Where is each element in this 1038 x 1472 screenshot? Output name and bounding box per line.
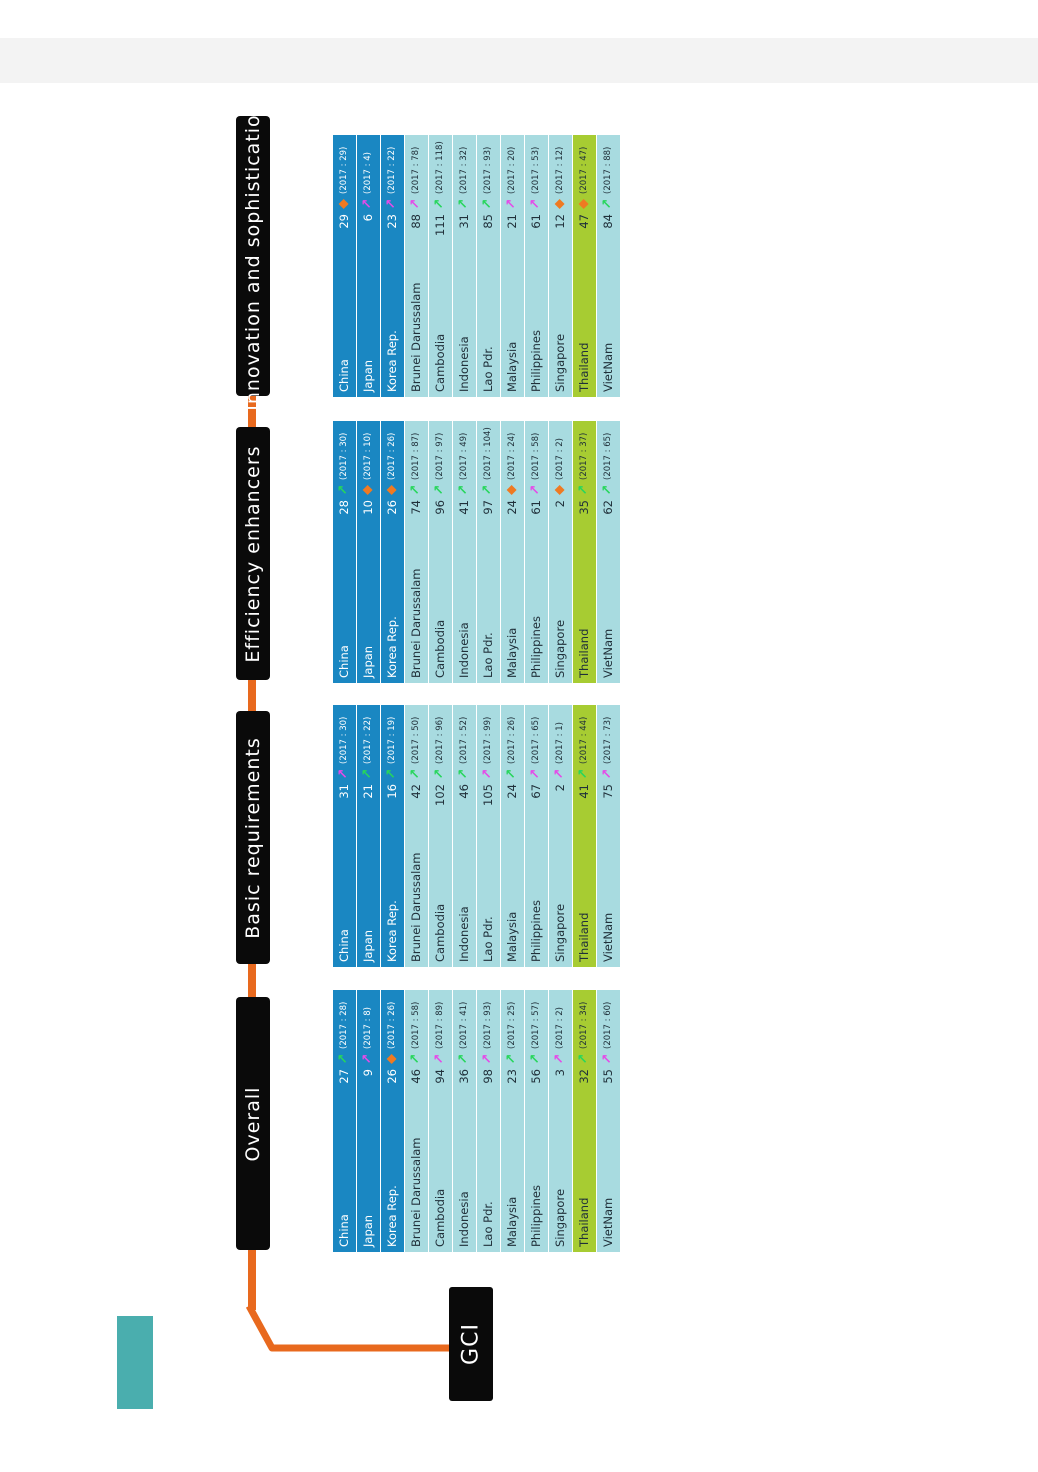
rank-2018: 31 — [337, 784, 351, 799]
arrow-up-right-icon: ↗ — [456, 198, 471, 210]
arrow-up-right-icon: ↗ — [528, 198, 543, 210]
rank-2018: 75 — [601, 784, 615, 799]
rank-2017: (2017 : 37) — [579, 432, 589, 480]
rank-2018: 24 — [505, 784, 519, 799]
table-row — [380, 705, 404, 967]
country-name: Lao Pdr. — [481, 632, 495, 678]
diamond-updown-icon: ◆ — [552, 485, 567, 495]
rank-2017: (2017 : 4) — [363, 152, 373, 194]
rank-2018: 94 — [433, 1069, 447, 1084]
arrow-up-right-icon: ↗ — [480, 484, 495, 496]
rank-2017: (2017 : 60) — [603, 1001, 613, 1049]
rank-2017: (2017 : 99) — [483, 716, 493, 764]
country-name: Japan — [361, 929, 375, 962]
rank-2017: (2017 : 47) — [579, 146, 589, 194]
country-name: China — [337, 929, 351, 962]
table-row — [548, 421, 572, 683]
ranking-table-overall — [332, 990, 620, 1252]
rank-2017: (2017 : 19) — [387, 716, 397, 764]
arrow-up-right-icon: ↗ — [456, 1053, 471, 1065]
arrow-up-right-icon: ↗ — [360, 768, 375, 780]
country-name: Philippines — [529, 1185, 543, 1247]
country-name: Lao Pdr. — [481, 346, 495, 392]
rank-2018: 9 — [361, 1069, 375, 1077]
rank-2017: (2017 : 93) — [483, 146, 493, 194]
rank-2018: 62 — [601, 500, 615, 515]
diamond-updown-icon: ◆ — [360, 485, 375, 495]
rank-2018: 67 — [529, 784, 543, 799]
rank-2018: 56 — [529, 1069, 543, 1084]
rank-2017: (2017 : 24) — [507, 432, 517, 480]
country-name: Thailand — [577, 1197, 591, 1247]
table-row — [500, 135, 524, 397]
rank-2018: 84 — [601, 214, 615, 229]
panel-header-basic-requirements — [236, 711, 270, 964]
arrow-up-right-icon: ↗ — [528, 484, 543, 496]
country-name: Singapore — [553, 333, 567, 392]
rank-2018: 24 — [505, 500, 519, 515]
country-name: Indonesia — [457, 336, 471, 392]
country-name: VietNam — [601, 1197, 615, 1247]
ranking-table-innovation-and-sophistication — [332, 135, 620, 397]
rank-2018: 41 — [577, 784, 591, 799]
country-name: Thailand — [577, 628, 591, 678]
rank-2018: 10 — [361, 500, 375, 515]
rank-2017: (2017 : 65) — [603, 432, 613, 480]
rank-2018: 3 — [553, 1069, 567, 1077]
rank-2018: 55 — [601, 1069, 615, 1084]
arrow-up-right-icon: ↗ — [600, 1053, 615, 1065]
arrow-up-right-icon: ↗ — [576, 484, 591, 496]
table-row — [524, 421, 548, 683]
table-row — [332, 705, 356, 967]
arrow-up-right-icon: ↗ — [528, 1053, 543, 1065]
arrow-up-right-icon: ↗ — [480, 1053, 495, 1065]
table-row — [332, 421, 356, 683]
rank-2017: (2017 : 20) — [507, 146, 517, 194]
country-name: Indonesia — [457, 1191, 471, 1247]
country-name: China — [337, 359, 351, 392]
rank-2017: (2017 : 44) — [579, 716, 589, 764]
country-name: Indonesia — [457, 906, 471, 962]
arrow-up-right-icon: ↗ — [600, 484, 615, 496]
diamond-updown-icon: ◆ — [384, 485, 399, 495]
country-name: Korea Rep. — [385, 330, 399, 392]
table-row — [500, 990, 524, 1252]
country-name: Singapore — [553, 1188, 567, 1247]
rank-2017: (2017 : 73) — [603, 716, 613, 764]
country-name: Lao Pdr. — [481, 1201, 495, 1247]
rank-2017: (2017 : 29) — [339, 146, 349, 194]
rank-2017: (2017 : 78) — [411, 146, 421, 194]
table-row — [356, 705, 380, 967]
rank-2018: 2 — [553, 784, 567, 792]
rank-2018: 27 — [337, 1069, 351, 1084]
country-name: VietNam — [601, 628, 615, 678]
rank-2017: (2017 : 49) — [459, 432, 469, 480]
arrow-up-right-icon: ↗ — [504, 198, 519, 210]
rank-2017: (2017 : 97) — [435, 432, 445, 480]
country-name: Korea Rep. — [385, 900, 399, 962]
arrow-up-right-icon: ↗ — [504, 768, 519, 780]
rank-2017: (2017 : 2) — [555, 1007, 565, 1049]
diamond-updown-icon: ◆ — [384, 1054, 399, 1064]
panel-header-overall — [236, 997, 270, 1250]
arrow-up-right-icon: ↗ — [336, 768, 351, 780]
panel-title: Basic requirements — [242, 736, 264, 939]
table-row — [404, 421, 428, 683]
country-name: Cambodia — [433, 1188, 447, 1247]
rank-2018: 97 — [481, 500, 495, 515]
table-row — [404, 135, 428, 397]
rank-2018: 74 — [409, 500, 423, 515]
country-name: Cambodia — [433, 619, 447, 678]
arrow-up-right-icon: ↗ — [408, 1053, 423, 1065]
rank-2017: (2017 : 30) — [339, 432, 349, 480]
table-row — [380, 421, 404, 683]
country-name: Philippines — [529, 616, 543, 678]
gci-node — [449, 1287, 493, 1401]
rank-2017: (2017 : 53) — [531, 146, 541, 194]
rank-2018: 105 — [481, 784, 495, 806]
rank-2018: 32 — [577, 1069, 591, 1084]
table-row — [476, 135, 500, 397]
rank-2017: (2017 : 28) — [339, 1001, 349, 1049]
arrow-up-right-icon: ↗ — [384, 768, 399, 780]
rank-2018: 21 — [361, 784, 375, 799]
table-row — [404, 705, 428, 967]
rank-2017: (2017 : 30) — [339, 716, 349, 764]
rank-2018: 42 — [409, 784, 423, 799]
country-name: Singapore — [553, 903, 567, 962]
arrow-up-right-icon: ↗ — [336, 1053, 351, 1065]
diamond-updown-icon: ◆ — [504, 485, 519, 495]
rank-2018: 6 — [361, 214, 375, 222]
rank-2018: 61 — [529, 214, 543, 229]
arrow-up-right-icon: ↗ — [504, 1053, 519, 1065]
table-row — [332, 990, 356, 1252]
rank-2018: 85 — [481, 214, 495, 229]
table-row — [500, 705, 524, 967]
country-name: Brunei Darussalam — [409, 282, 423, 392]
country-name: Malaysia — [505, 1196, 519, 1247]
arrow-up-right-icon: ↗ — [456, 484, 471, 496]
rank-2017: (2017 : 10) — [363, 432, 373, 480]
rank-2017: (2017 : 41) — [459, 1001, 469, 1049]
country-name: Brunei Darussalam — [409, 1137, 423, 1247]
table-row — [548, 135, 572, 397]
rank-2017: (2017 : 32) — [459, 146, 469, 194]
table-row — [452, 705, 476, 967]
arrow-up-right-icon: ↗ — [552, 768, 567, 780]
table-row — [356, 990, 380, 1252]
ranking-table-efficiency-enhancers — [332, 421, 620, 683]
table-row — [572, 705, 596, 967]
rank-2018: 47 — [577, 214, 591, 229]
table-row — [452, 135, 476, 397]
table-row — [548, 705, 572, 967]
rank-2017: (2017 : 96) — [435, 716, 445, 764]
rank-2018: 41 — [457, 500, 471, 515]
rank-2018: 98 — [481, 1069, 495, 1084]
rank-2018: 46 — [457, 784, 471, 799]
country-name: VietNam — [601, 342, 615, 392]
table-row — [476, 990, 500, 1252]
rank-2018: 29 — [337, 214, 351, 229]
rank-2017: (2017 : 25) — [507, 1001, 517, 1049]
arrow-up-right-icon: ↗ — [600, 198, 615, 210]
arrow-up-right-icon: ↗ — [408, 484, 423, 496]
arrow-up-right-icon: ↗ — [576, 1053, 591, 1065]
country-name: Malaysia — [505, 911, 519, 962]
rank-2018: 96 — [433, 500, 447, 515]
panel-title: Efficiency enhancers — [242, 444, 264, 663]
country-name: Indonesia — [457, 622, 471, 678]
country-name: Philippines — [529, 900, 543, 962]
rank-2018: 26 — [385, 500, 399, 515]
table-row — [404, 990, 428, 1252]
rank-2018: 35 — [577, 500, 591, 515]
arrow-up-right-icon: ↗ — [432, 484, 447, 496]
arrow-up-right-icon: ↗ — [384, 198, 399, 210]
country-name: Thailand — [577, 912, 591, 962]
rank-2018: 26 — [385, 1069, 399, 1084]
table-row — [428, 990, 452, 1252]
arrow-up-right-icon: ↗ — [360, 198, 375, 210]
country-name: Cambodia — [433, 903, 447, 962]
table-row — [452, 990, 476, 1252]
country-name: Thailand — [577, 342, 591, 392]
table-row — [428, 421, 452, 683]
table-row — [500, 421, 524, 683]
arrow-up-right-icon: ↗ — [456, 768, 471, 780]
rank-2018: 2 — [553, 500, 567, 508]
table-row — [524, 135, 548, 397]
ranking-table-basic-requirements — [332, 705, 620, 967]
arrow-up-right-icon: ↗ — [576, 768, 591, 780]
rank-2018: 88 — [409, 214, 423, 229]
table-row — [596, 421, 620, 683]
diamond-updown-icon: ◆ — [576, 199, 591, 209]
country-name: Malaysia — [505, 341, 519, 392]
rank-2017: (2017 : 26) — [387, 432, 397, 480]
rank-2017: (2017 : 58) — [411, 1001, 421, 1049]
diamond-updown-icon: ◆ — [552, 199, 567, 209]
table-row — [548, 990, 572, 1252]
country-name: Japan — [361, 359, 375, 392]
rank-2017: (2017 : 58) — [531, 432, 541, 480]
rank-2018: 23 — [505, 1069, 519, 1084]
arrow-up-right-icon: ↗ — [480, 768, 495, 780]
table-row — [524, 990, 548, 1252]
table-row — [572, 135, 596, 397]
panel-header-innovation-and-sophistication — [236, 101, 270, 411]
rank-2017: (2017 : 26) — [507, 716, 517, 764]
country-name: VietNam — [601, 912, 615, 962]
rank-2018: 111 — [433, 214, 447, 236]
rank-2017: (2017 : 50) — [411, 716, 421, 764]
diamond-updown-icon: ◆ — [336, 199, 351, 209]
table-row — [596, 705, 620, 967]
rank-2018: 16 — [385, 784, 399, 799]
table-row — [356, 421, 380, 683]
rank-2018: 21 — [505, 214, 519, 229]
rank-2018: 36 — [457, 1069, 471, 1084]
table-row — [428, 135, 452, 397]
table-row — [428, 705, 452, 967]
rank-2017: (2017 : 57) — [531, 1001, 541, 1049]
table-row — [476, 421, 500, 683]
rank-2017: (2017 : 26) — [387, 1001, 397, 1049]
country-name: Singapore — [553, 619, 567, 678]
country-name: Korea Rep. — [385, 616, 399, 678]
rank-2018: 102 — [433, 784, 447, 806]
country-name: Brunei Darussalam — [409, 852, 423, 962]
rank-2017: (2017 : 93) — [483, 1001, 493, 1049]
rank-2017: (2017 : 22) — [387, 146, 397, 194]
arrow-up-right-icon: ↗ — [600, 768, 615, 780]
table-row — [356, 135, 380, 397]
table-row — [524, 705, 548, 967]
rank-2017: (2017 : 89) — [435, 1001, 445, 1049]
rank-2017: (2017 : 104) — [483, 427, 493, 480]
table-row — [476, 705, 500, 967]
rank-2017: (2017 : 34) — [579, 1001, 589, 1049]
rank-2017: (2017 : 22) — [363, 716, 373, 764]
rank-2017: (2017 : 8) — [363, 1007, 373, 1049]
table-row — [596, 990, 620, 1252]
rank-2018: 28 — [337, 500, 351, 515]
table-row — [380, 135, 404, 397]
arrow-up-right-icon: ↗ — [360, 1053, 375, 1065]
table-row — [380, 990, 404, 1252]
table-row — [332, 135, 356, 397]
table-row — [596, 135, 620, 397]
rank-2017: (2017 : 87) — [411, 432, 421, 480]
country-name: Lao Pdr. — [481, 916, 495, 962]
table-row — [572, 990, 596, 1252]
panel-title: Innovation and sophistication — [242, 101, 264, 411]
panel-title: Overall — [242, 1086, 264, 1161]
country-name: Malaysia — [505, 627, 519, 678]
country-name: Korea Rep. — [385, 1185, 399, 1247]
rank-2017: (2017 : 12) — [555, 146, 565, 194]
rank-2018: 12 — [553, 214, 567, 229]
arrow-up-right-icon: ↗ — [528, 768, 543, 780]
arrow-up-right-icon: ↗ — [432, 1053, 447, 1065]
rank-2017: (2017 : 1) — [555, 722, 565, 764]
rank-2017: (2017 : 2) — [555, 438, 565, 480]
rank-2018: 23 — [385, 214, 399, 229]
country-name: China — [337, 1214, 351, 1247]
rank-2018: 31 — [457, 214, 471, 229]
rank-2017: (2017 : 52) — [459, 716, 469, 764]
country-name: Japan — [361, 1214, 375, 1247]
arrow-up-right-icon: ↗ — [432, 768, 447, 780]
table-row — [572, 421, 596, 683]
panel-header-efficiency-enhancers — [236, 427, 270, 680]
country-name: Brunei Darussalam — [409, 568, 423, 678]
gci-label: GCI — [458, 1323, 484, 1365]
country-name: China — [337, 645, 351, 678]
arrow-up-right-icon: ↗ — [408, 198, 423, 210]
arrow-up-right-icon: ↗ — [480, 198, 495, 210]
arrow-up-right-icon: ↗ — [432, 198, 447, 210]
rank-2017: (2017 : 88) — [603, 146, 613, 194]
arrow-up-right-icon: ↗ — [408, 768, 423, 780]
rank-2018: 61 — [529, 500, 543, 515]
country-name: Philippines — [529, 330, 543, 392]
country-name: Japan — [361, 645, 375, 678]
rank-2017: (2017 : 118) — [435, 141, 445, 194]
arrow-up-right-icon: ↗ — [552, 1053, 567, 1065]
rank-2017: (2017 : 65) — [531, 716, 541, 764]
country-name: Cambodia — [433, 333, 447, 392]
rank-2018: 46 — [409, 1069, 423, 1084]
table-row — [452, 421, 476, 683]
arrow-up-right-icon: ↗ — [336, 484, 351, 496]
